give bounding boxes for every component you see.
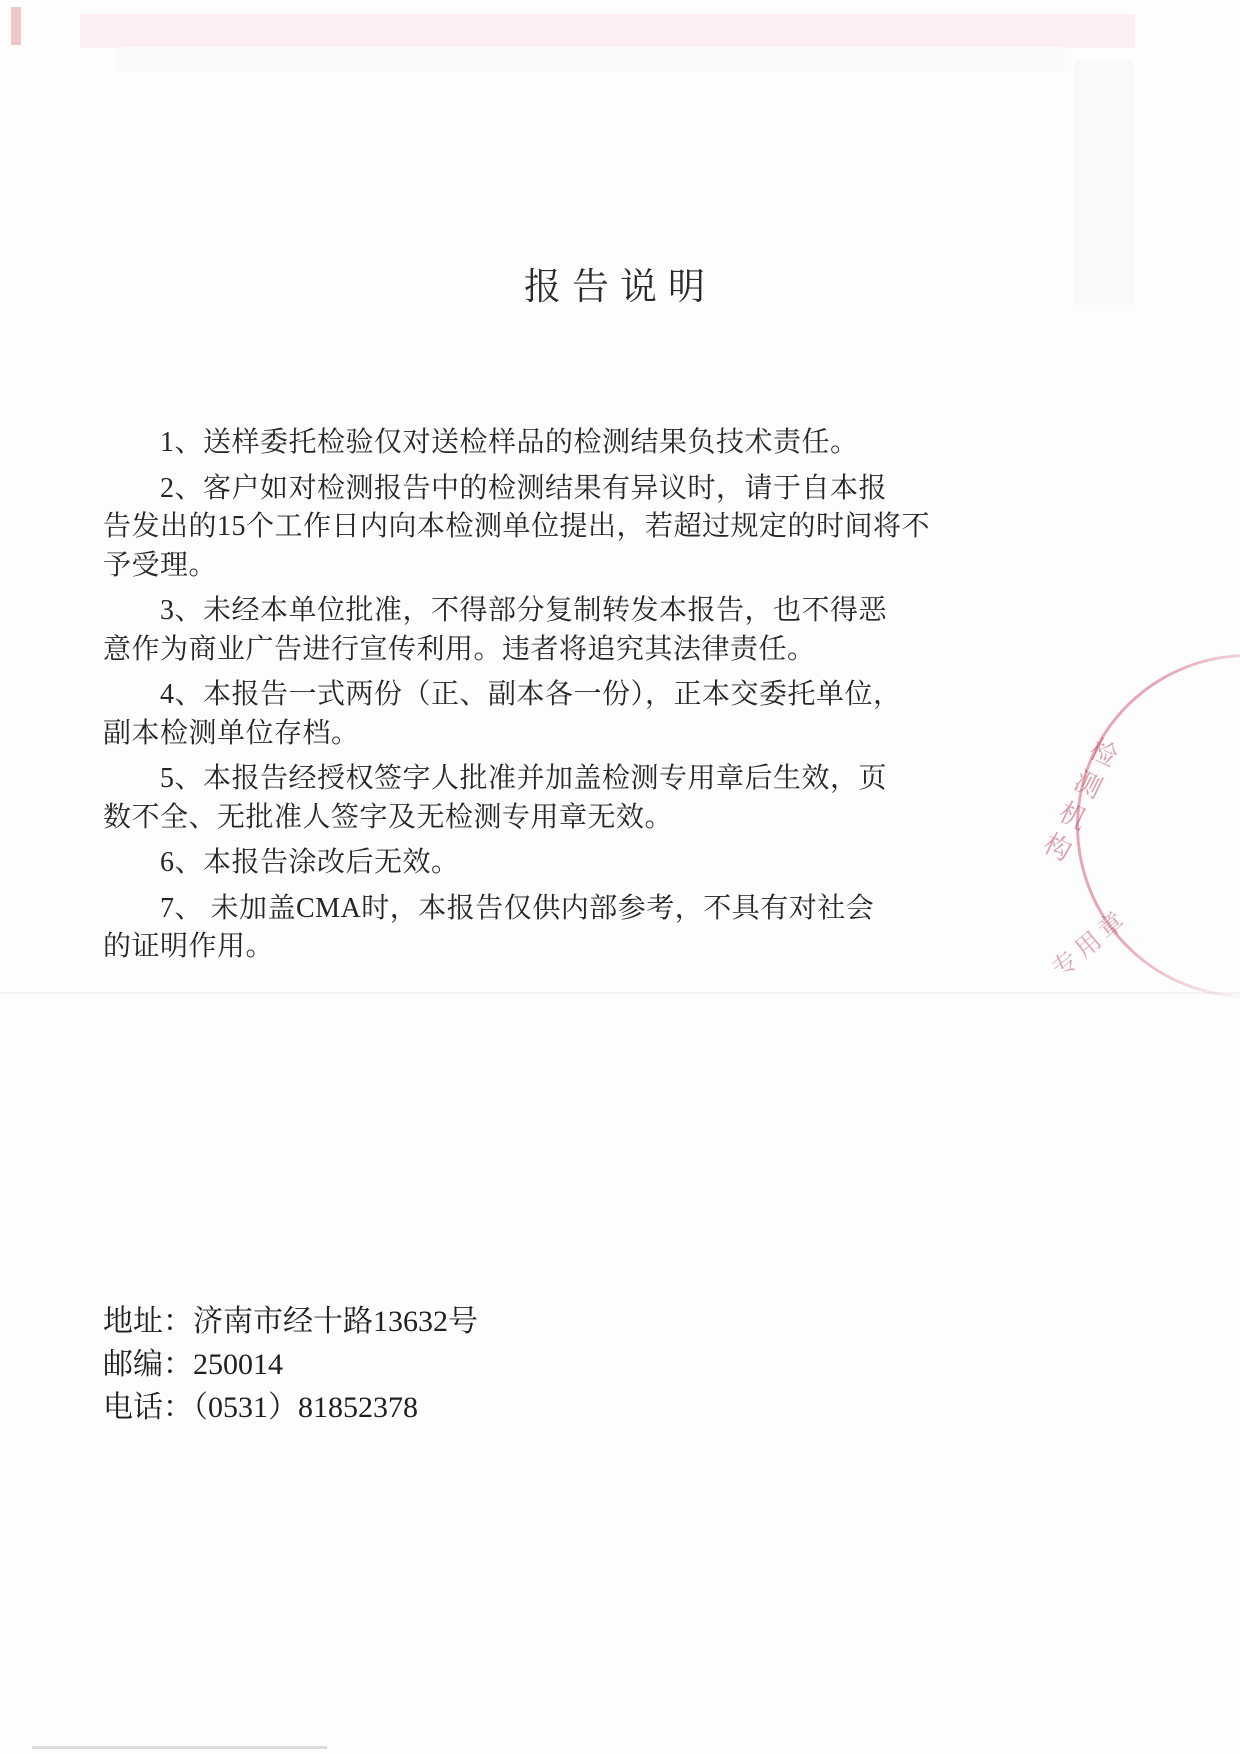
note-line: 5、本报告经授权签字人批准并加盖检测专用章后生效，页 [160, 763, 888, 794]
page-title: 报告说明 [524, 267, 716, 308]
note-line: 7、 未加盖CMA时，本报告仅供内部参考，不具有对社会 [160, 892, 875, 924]
note-line: 数不全、无批准人签字及无检测专用章无效。 [103, 801, 674, 833]
note-line: 2、客户如对检测报告中的检测结果有异议时，请于自本报 [160, 472, 888, 504]
stamp-bottom-text: 专用章 [1047, 904, 1134, 984]
address-line: 地址：济南市经十路13632号 [103, 1305, 478, 1338]
official-stamp [1018, 652, 1240, 1000]
note-paragraph-2 [103, 470, 975, 586]
stamp-ring [1076, 654, 1240, 998]
scan-artifact-bottom-edge [32, 1746, 327, 1749]
note-line: 4、本报告一式两份（正、副本各一份），正本交委托单位， [160, 679, 902, 710]
notes-section [103, 424, 975, 974]
note-line: 副本检测单位存档。 [103, 717, 360, 749]
note-line: 6、本报告涂改后无效。 [160, 847, 460, 878]
phone-line: 电话：（0531）81852378 [103, 1391, 418, 1424]
note-line: 1、送样委托检验仅对送检样品的检测结果负技术责任。 [160, 427, 859, 458]
note-paragraph-4 [103, 676, 975, 753]
note-line: 3、未经本单位批准，不得部分复制转发本报告，也不得恶 [160, 595, 888, 626]
scan-artifact-pink-band [80, 14, 1135, 48]
scan-artifact-midline [0, 992, 1240, 994]
scan-artifact-gray-band [115, 47, 1065, 72]
note-paragraph-5 [103, 760, 975, 837]
postcode-line: 邮编：250014 [103, 1348, 283, 1381]
scan-artifact-corner-mark [11, 7, 21, 45]
note-paragraph-1 [103, 424, 975, 463]
note-line: 的证明作用。 [103, 931, 275, 962]
contact-block [103, 1300, 478, 1429]
note-paragraph-7 [103, 890, 975, 967]
note-paragraph-3 [103, 592, 975, 669]
note-line: 告发出的15个工作日内向本检测单位提出，若超过规定的时间将不 [103, 511, 931, 542]
note-paragraph-6 [103, 844, 975, 883]
note-line: 意作为商业广告进行宣传利用。违者将追究其法律责任。 [103, 633, 816, 665]
note-line: 予受理。 [103, 549, 218, 581]
stamp-arc-text: 检测机构 [1032, 732, 1122, 872]
